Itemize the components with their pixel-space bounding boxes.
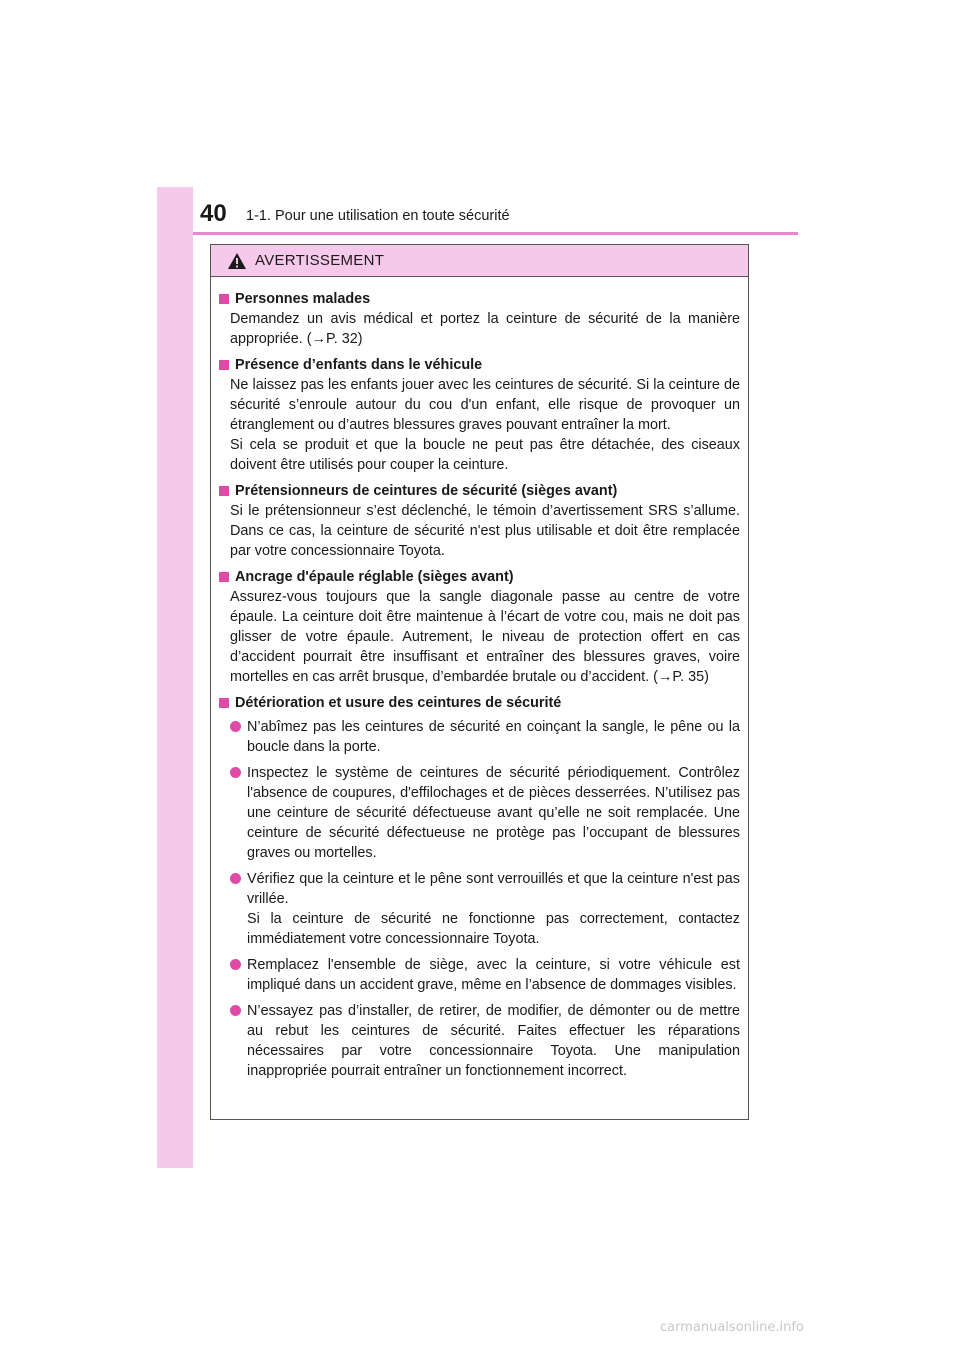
header-rule <box>193 232 798 235</box>
round-bullet-icon <box>230 1005 241 1016</box>
item-text <box>219 587 740 687</box>
paragraph: Si le prétensionneur s’est déclenché, le témoin d’avertissement SRS s’allume. Dans ce cas, la ceinture de sécurité n'est plus utilisable et doit être remplacée par votre concessionnaire Toyota. <box>230 503 740 559</box>
round-bullet-icon <box>230 959 241 970</box>
paragraph: Si cela se produit et que la boucle ne peut pas être détachée, des ciseaux doivent être utilisés pour couper la ceinture. <box>230 437 740 473</box>
square-bullet-icon <box>219 294 229 304</box>
warning-item <box>219 481 740 561</box>
warning-title: AVERTISSEMENT <box>255 252 385 269</box>
item-heading: Détérioration et usure des ceintures de sécurité <box>219 693 740 713</box>
warning-triangle-icon <box>227 252 247 270</box>
warning-box <box>210 244 749 1120</box>
sub-bullet <box>230 763 740 863</box>
warning-body <box>211 277 748 1081</box>
round-bullet-icon <box>230 721 241 732</box>
warning-item <box>219 355 740 475</box>
square-bullet-icon <box>219 698 229 708</box>
warning-item <box>219 693 740 1081</box>
sub-bullet <box>230 1001 740 1081</box>
warning-item <box>219 289 740 349</box>
item-heading: Prétensionneurs de ceintures de sécurité (sièges avant) <box>219 481 740 501</box>
paragraph: Vérifiez que la ceinture et le pêne sont verrouillés et que la ceinture n'est pas vrillée. <box>247 871 740 907</box>
sub-bullet <box>230 717 740 757</box>
square-bullet-icon <box>219 572 229 582</box>
warning-header <box>211 245 748 277</box>
page-number: 40 <box>200 200 227 227</box>
warning-item <box>219 567 740 687</box>
paragraph: Inspectez le système de ceintures de sécurité périodiquement. Contrôlez l'absence de coupures, d'effilochages et de pièces desserrées. N’utilisez pas une ceinture de sécurité défectueuse avant qu’elle ne soit remplacée. Une ceinture de sécurité défectueuse ne protège pas l’occupant de blessures graves ou mortelles. <box>247 765 740 861</box>
sub-bullet <box>230 955 740 995</box>
paragraph: Demandez un avis médical et portez la ceinture de sécurité de la manière appropriée. (→P. 32) <box>230 311 740 347</box>
square-bullet-icon <box>219 360 229 370</box>
item-heading: Présence d’enfants dans le véhicule <box>219 355 740 375</box>
paragraph: N’abîmez pas les ceintures de sécurité en coinçant la sangle, le pêne ou la boucle dans la porte. <box>247 719 740 755</box>
paragraph: Si la ceinture de sécurité ne fonctionne pas correctement, contactez immédiatement votre concessionnaire Toyota. <box>247 911 740 947</box>
watermark: carmanualsonline.info <box>660 1320 804 1335</box>
item-text <box>219 375 740 475</box>
square-bullet-icon <box>219 486 229 496</box>
sub-bullet <box>230 869 740 949</box>
item-text <box>219 501 740 561</box>
side-tab-strip <box>157 187 193 1168</box>
item-heading: Personnes malades <box>219 289 740 309</box>
round-bullet-icon <box>230 873 241 884</box>
item-heading: Ancrage d'épaule réglable (sièges avant) <box>219 567 740 587</box>
section-title: 1-1. Pour une utilisation en toute sécurité <box>246 208 510 224</box>
round-bullet-icon <box>230 767 241 778</box>
paragraph: Assurez-vous toujours que la sangle diagonale passe au centre de votre épaule. La ceinture doit être maintenue à l’écart de votre cou, mais ne doit pas glisser de votre épaule. Autrement, le niveau de protection offert en cas d’accident pourrait être insuffisant et entraîner des blessures graves, voire mortelles en cas arrêt brusque, d’embardée brutale ou d’accident. (→P. 35) <box>230 589 740 685</box>
paragraph: Remplacez l'ensemble de siège, avec la ceinture, si votre véhicule est impliqué dans un accident grave, même en l’absence de dommages visibles. <box>247 957 740 993</box>
paragraph: N’essayez pas d’installer, de retirer, de modifier, de démonter ou de mettre au rebut les ceintures de sécurité. Faites effectuer les réparations nécessaires par votre concessionnaire Toyota. Une manipulation inappropriée pourrait entraîner un fonctionnement incorrect. <box>247 1003 740 1079</box>
paragraph: Ne laissez pas les enfants jouer avec les ceintures de sécurité. Si la ceinture de sécurité s’enroule autour du cou d'un enfant, elle risque de provoquer un étranglement ou d’autres blessures graves pouvant entraîner la mort. <box>230 377 740 433</box>
item-text <box>219 309 740 349</box>
